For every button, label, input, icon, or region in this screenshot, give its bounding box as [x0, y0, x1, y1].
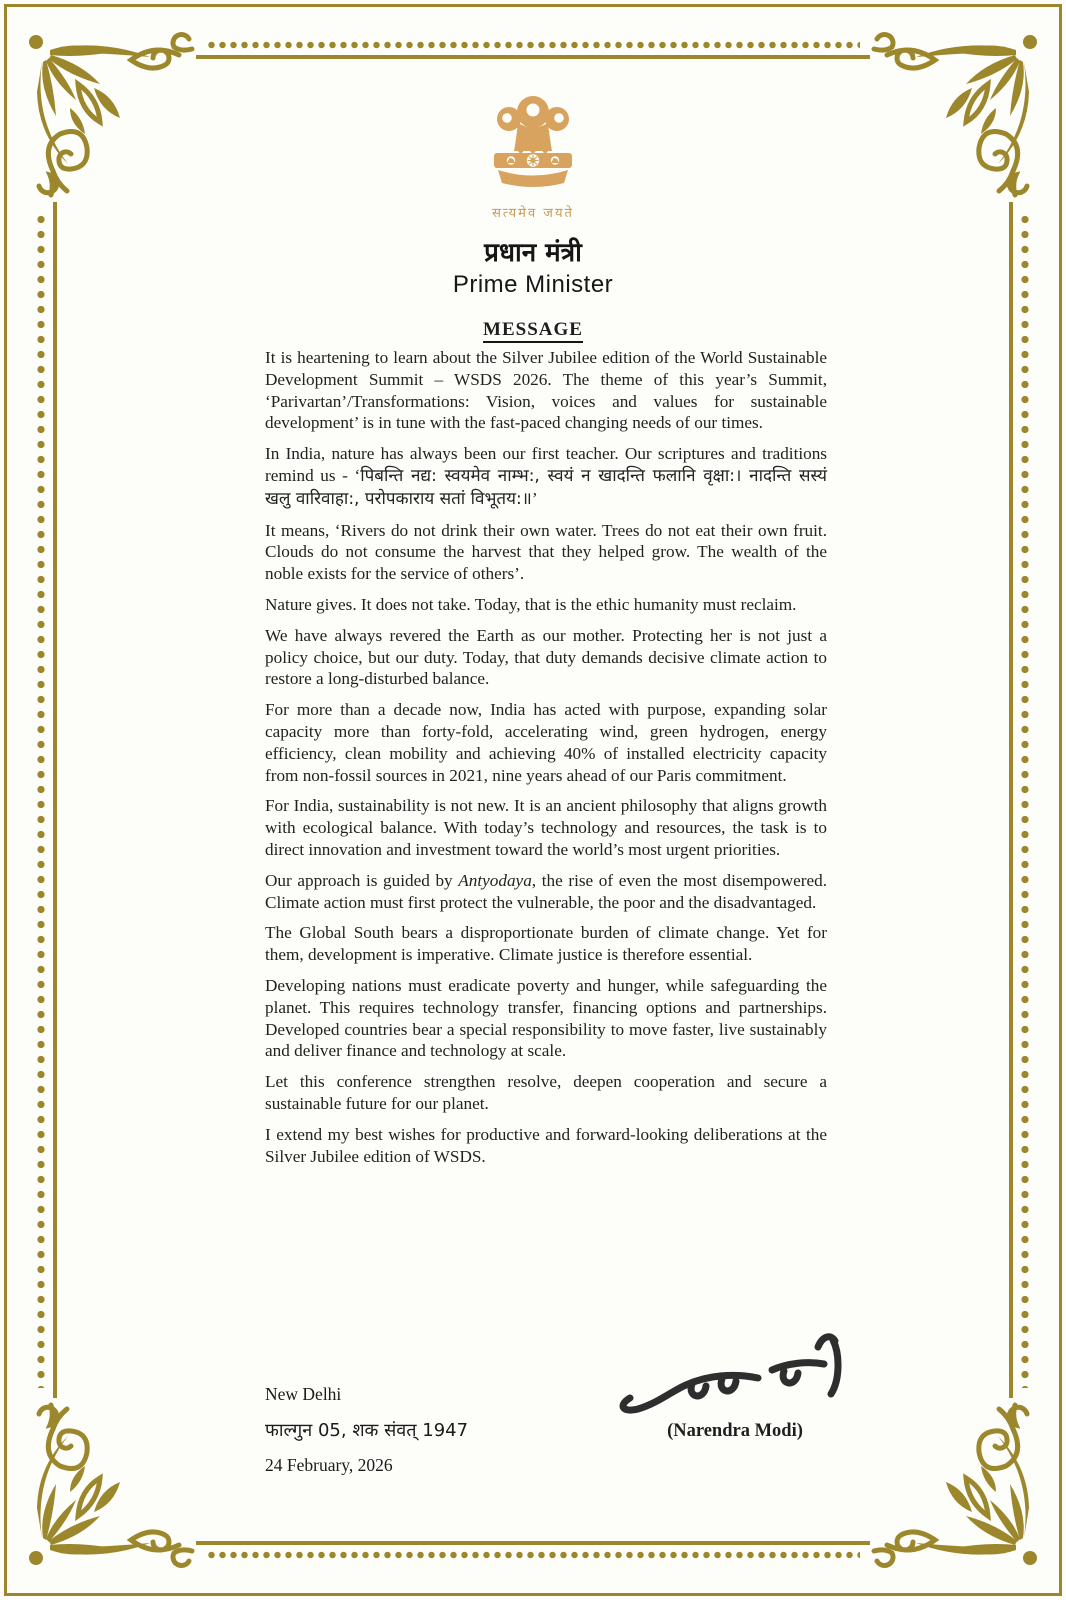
dateline-saka-date: फाल्गुन 05, शक संवत् 1947	[265, 1420, 469, 1441]
paragraph-2: In India, nature has always been our first teacher. Our scriptures and traditions remind us - ‘पिबन्ति नद्य: स्वयमेव नाम्भ:, स्वयं न खादन्ति फलानि वृक्षा:। नादन्ति सस्यं खलु वारिवाहा:, परोपकाराय सतां विभूतय:॥’	[265, 444, 828, 509]
pm-title-english: Prime Minister	[452, 271, 614, 298]
dateline-gregorian-date: 24 February, 2026	[265, 1455, 393, 1475]
letter-body	[265, 347, 827, 1176]
paragraph-9: The Global South bears a disproportionate burden of climate change. Yet for them, development is imperative. Climate justice is therefore essential.	[265, 923, 827, 965]
corner-flourish-bottom-left-icon	[26, 1399, 201, 1574]
border-line-top	[196, 55, 870, 59]
paragraph-5: We have always revered the Earth as our mother. Protecting her is not just a policy choice, but our duty. Today, that duty demands decisive climate action to restore a long-disturbed balance.	[265, 625, 827, 689]
paragraph-3: It means, ‘Rivers do not drink their own water. Trees do not eat their own fruit. Clouds do not consume the harvest that they helped grow. The wealth of the noble exists for the service of others’.	[265, 520, 827, 584]
dateline-place: New Delhi	[265, 1384, 342, 1404]
border-dots-top	[206, 41, 860, 49]
border-dots-left	[37, 212, 45, 1388]
paragraph-11: Let this conference strengthen resolve, deepen cooperation and secure a sustainable future for our planet.	[265, 1072, 827, 1113]
paragraph-1: It is heartening to learn about the Silver Jubilee edition of the World Sustainable Development Summit – WSDS 2026. The theme of this year’s Summit, ‘Parivartan’/Transformations: Vision, voices and values for sustainable development’ is in tune with the fast-paced changing needs of our times.	[265, 348, 827, 433]
paragraph-7: For India, sustainability is not new. It is an ancient philosophy that aligns growth with ecological balance. With today’s technology and resources, the task is to direct innovation and investment toward the world’s most urgent priorities.	[265, 796, 827, 859]
letterhead	[60, 90, 1006, 341]
message-heading: MESSAGE	[60, 319, 1006, 341]
antyodaya-term: Antyodaya	[458, 870, 532, 890]
pm-title-hindi: प्रधान मंत्री	[484, 238, 582, 268]
paragraph-8: Our approach is guided by Antyodaya, the rise of even the most disempowered. Climate action must first protect the vulnerable, the poor and the disadvantaged.	[265, 870, 827, 912]
border-dots-bottom	[206, 1551, 860, 1559]
border-line-left	[53, 202, 57, 1398]
motto-text: सत्यमेव जयते	[492, 206, 574, 221]
dateline	[265, 1384, 468, 1489]
national-emblem-icon	[481, 90, 585, 194]
paragraph-12: I extend my best wishes for productive and forward-looking deliberations at the Silver Jubilee edition of WSDS.	[265, 1124, 827, 1166]
border-dots-right	[1021, 212, 1029, 1388]
paragraph-4: Nature gives. It does not take. Today, that is the ethic humanity must reclaim.	[265, 594, 797, 614]
paragraph-10: Developing nations must eradicate poverty and hunger, while safeguarding the planet. This requires technology transfer, financing options and partnerships. Developed countries bear a special responsibility to move faster, live sustainably and deliver finance and technology at scale.	[265, 975, 827, 1061]
signature-icon	[612, 1332, 858, 1414]
corner-flourish-bottom-right-icon	[865, 1399, 1040, 1574]
sanskrit-verse: पिबन्ति नद्य: स्वयमेव नाम्भ:, स्वयं न खादन्ति फलानि वृक्षा:। नादन्ति सस्यं खलु वारिवाहा:, परोपकाराय सतां विभूतय:॥	[265, 465, 828, 509]
border-line-right	[1009, 202, 1013, 1398]
paragraph-6: For more than a decade now, India has acted with purpose, expanding solar capacity more than forty-fold, accelerating wind, green hydrogen, energy efficiency, clean mobility and achieving 40% of installed electricity capacity from non-fossil sources in 2021, nine years ahead of our Paris commitment.	[265, 700, 827, 785]
signature-block	[612, 1332, 858, 1442]
border-line-bottom	[196, 1541, 870, 1545]
signoff-name: (Narendra Modi)	[667, 1421, 803, 1441]
